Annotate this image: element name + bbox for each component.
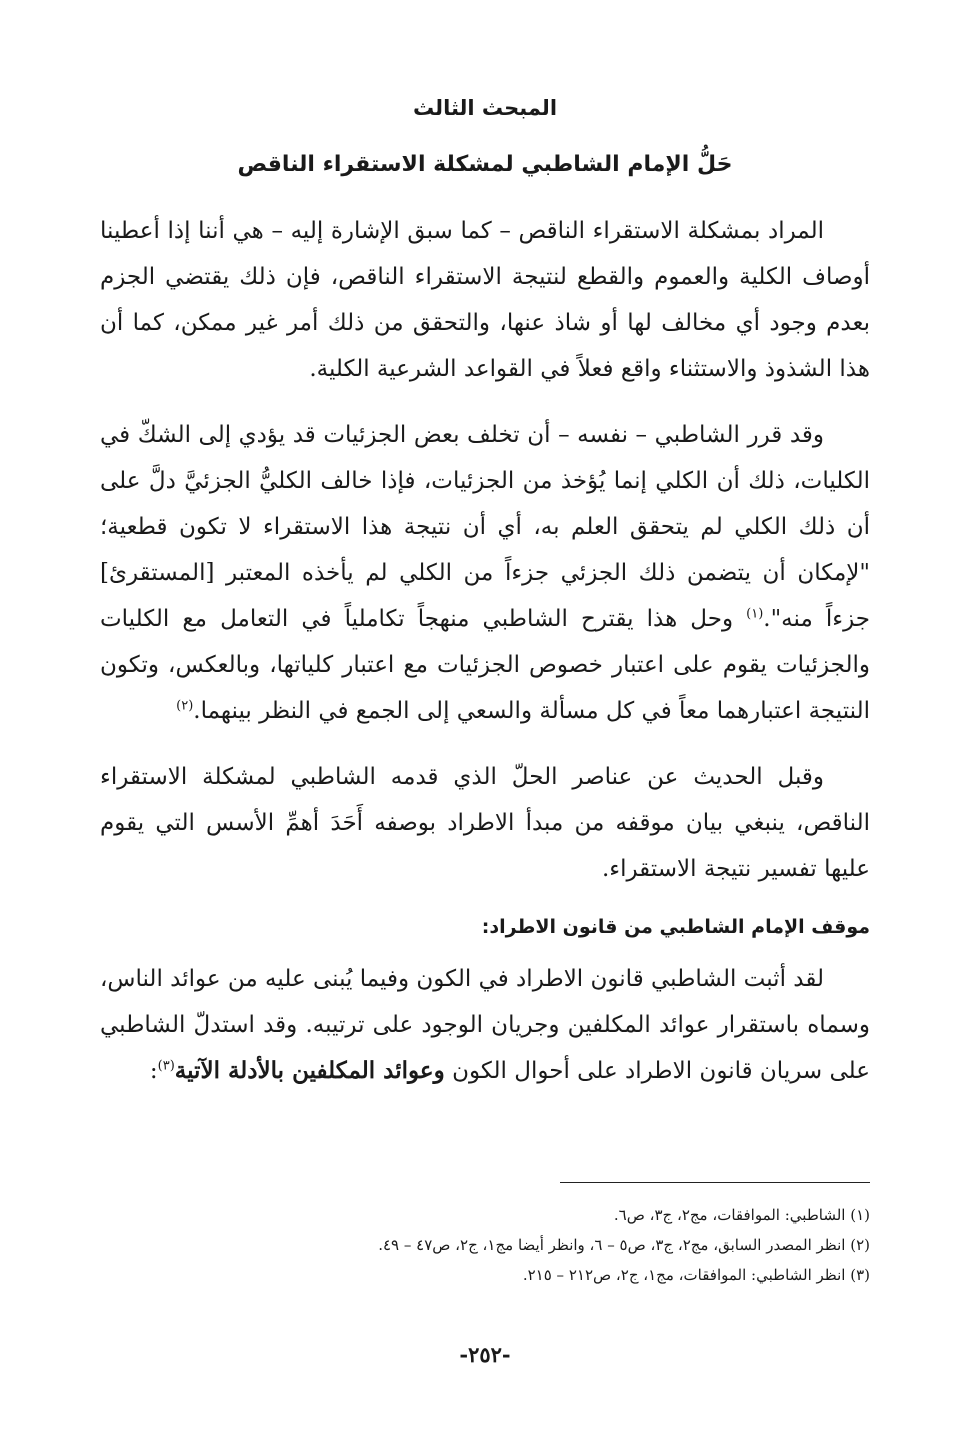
paragraph-3 xyxy=(100,754,870,892)
page-number: -٢٥٢- xyxy=(459,1342,511,1367)
paragraph-4-bold-text: وعوائد المكلفين بالأدلة الآتية xyxy=(174,1057,445,1084)
paragraph-4 xyxy=(100,956,870,1094)
footnote-ref-2: (٢) xyxy=(176,698,194,714)
section-subtitle: حَلُّ الإمام الشاطبي لمشكلة الاستقراء الناقص xyxy=(237,152,733,177)
paragraph-2-text-a: وقد قرر الشاطبي – نفسه – أن تخلف بعض الجزئيات قد يؤدي إلى الشكّ في الكليات، ذلك أن الكلي إنما يُؤخذ من الجزئيات، فإذا خالف الكليُّ الجزئيَّ دلَّ على أن ذلك الكلي لم يتحقق العلم به، أي أن نتيجة هذا الاستقراء لا تكون قطعية؛ "لإمكان أن يتضمن ذلك الجزئي جزءاً من الكلي لم يأخذه المعتبر [المستقرئ] جزءاً منه". xyxy=(100,422,870,632)
footnote-3: (٣) انظر الشاطبي: الموافقات، مج١، ج٢، ص٢١٢ – ٢١٥. xyxy=(522,1266,870,1284)
footnote-1: (١) الشاطبي: الموافقات، مج٢، ج٣، ص٦. xyxy=(613,1206,870,1224)
section-title: المبحث الثالث xyxy=(412,96,558,120)
footnote-ref-3: (٣) xyxy=(157,1058,175,1074)
paragraph-3-text: وقبل الحديث عن عناصر الحلّ الذي قدمه الشاطبي لمشكلة الاستقراء الناقص، ينبغي بيان موقفه من مبدأ الاطراد بوصفه أَحَدَ أهمِّ الأسس التي يقوم عليها تفسير نتيجة الاستقراء. xyxy=(100,764,870,882)
footnote-2: (٢) انظر المصدر السابق، مج٢، ج٣، ص٥ – ٦، وانظر أيضا مج١، ج٢، ص٤٧ – ٤٩. xyxy=(378,1236,870,1254)
subheading: موقف الإمام الشاطبي من قانون الاطراد: xyxy=(481,916,870,938)
paragraph-4-text: لقد أثبت الشاطبي قانون الاطراد في الكون وفيما يُبنى عليه من عوائد الناس، وسماه باستقرار عوائد المكلفين وجريان الوجود على ترتيبه. وقد استدلّ الشاطبي على سريان قانون الاطراد على أحوال الكون xyxy=(99,966,870,1084)
paragraph-2-text-b: وحل هذا يقترح الشاطبي منهجاً تكاملياً في التعامل مع الكليات والجزئيات يقوم على اعتبار خصوص الجزئيات مع اعتبار كلياتها، وبالعكس، وتكون النتيجة اعتبارهما معاً في كل مسألة والسعي إلى الجمع في النظر بينهما. xyxy=(100,606,870,724)
paragraph-1-text: المراد بمشكلة الاستقراء الناقص – كما سبق الإشارة إليه – هي أننا إذا أعطينا أوصاف الكلية والعموم والقطع لنتيجة الاستقراء الناقص، فإن ذلك يقتضي الجزم بعدم وجود أي مخالف لها أو شاذ عنها، والتحقق من ذلك أمر غير ممكن، كما أن هذا الشذوذ والاستثناء واقع فعلاً في القواعد الشرعية الكلية. xyxy=(100,218,870,382)
paragraph-1 xyxy=(100,208,870,392)
footnote-ref-1: (١) xyxy=(746,606,764,622)
paragraph-4-end: : xyxy=(149,1058,158,1084)
footnote-divider xyxy=(560,1182,870,1183)
paragraph-2 xyxy=(100,412,870,734)
footnotes-list xyxy=(100,1200,870,1290)
book-page xyxy=(100,78,870,1378)
